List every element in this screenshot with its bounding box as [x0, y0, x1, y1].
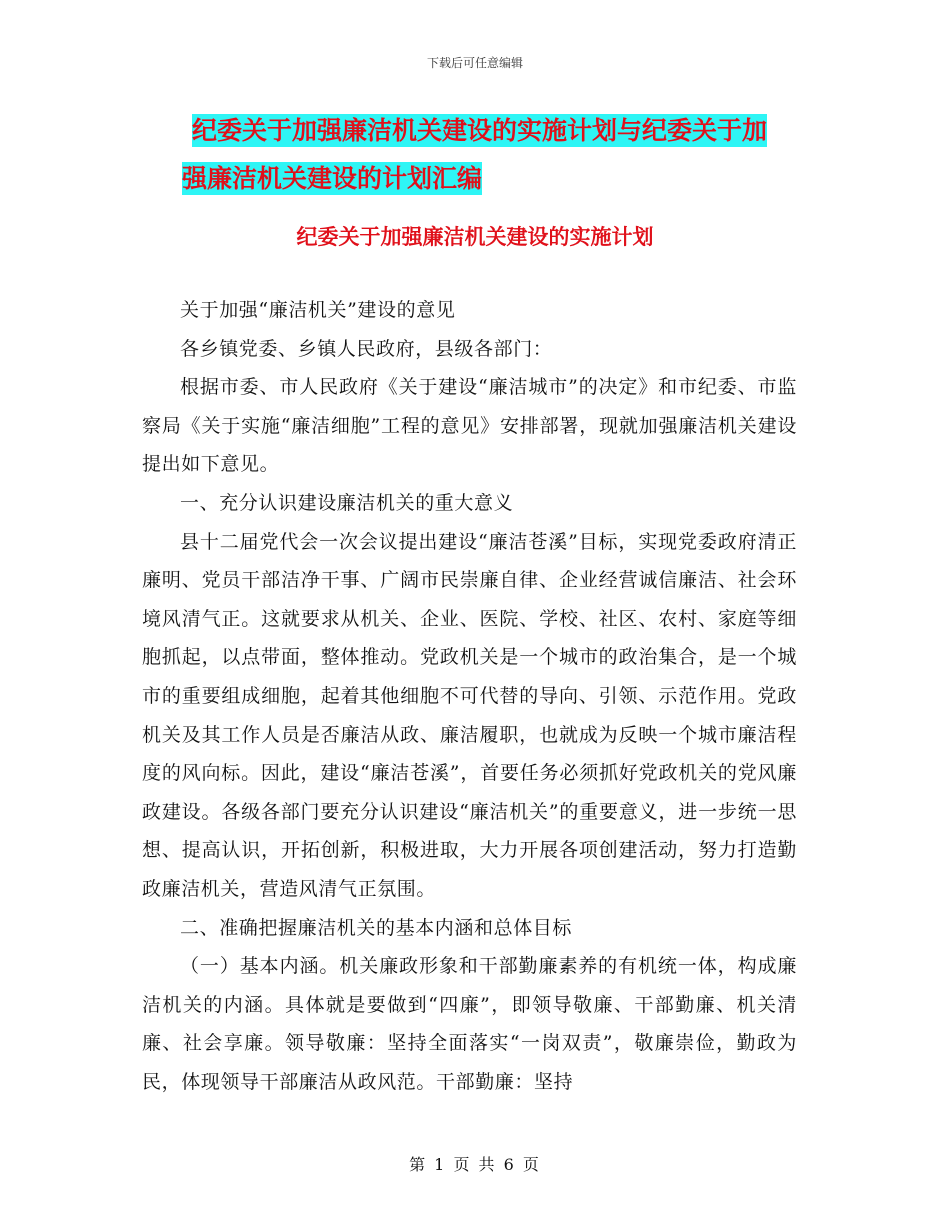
paragraph: 根据市委、市人民政府《关于建设“廉洁城市”的决定》和市纪委、市监察局《关于实施“廉洁细胞”工程的意见》安排部署，现就加强廉洁机关建设提出如下意见。 — [142, 376, 797, 476]
paragraph: （一）基本内涵。机关廉政形象和干部勤廉素养的有机统一体，构成廉洁机关的内涵。具体就是要做到“四廉”，即领导敬廉、干部勤廉、机关清廉、社会享廉。领导敬廉：坚持全面落实“一岗双责”，敬廉崇俭，勤政为民，体现领导干部廉洁从政风范。干部勤廉：坚持 — [142, 955, 797, 1093]
header-note: 下载后可任意编辑 — [426, 56, 523, 70]
document-body — [142, 291, 797, 1101]
paragraph-section-heading: 一、充分认识建设廉洁机关的重大意义 — [180, 491, 514, 514]
document-title-line-1: 纪委关于加强廉洁机关建设的实施计划与纪委关于加 — [192, 116, 768, 145]
paragraph-section-heading: 二、准确把握廉洁机关的基本内涵和总体目标 — [180, 916, 573, 939]
paragraph-salutation: 各乡镇党委、乡镇人民政府，县级各部门： — [180, 337, 553, 360]
paragraph-heading: 关于加强“廉洁机关”建设的意见 — [180, 299, 456, 321]
document-title — [140, 107, 810, 203]
paragraph: 县十二届党代会一次会议提出建设“廉洁苍溪”目标，实现党委政府清正廉明、党员干部洁净干事、广阔市民崇廉自律、企业经营诚信廉洁、社会环境风清气正。这就要求从机关、企业、医院、学校、社区、农村、家庭等细胞抓起，以点带面，整体推动。党政机关是一个城市的政治集合，是一个城市的重要组成细胞，起着其他细胞不可代替的导向、引领、示范作用。党政机关及其工作人员是否廉洁从政、廉洁履职，也就成为反映一个城市廉洁程度的风向标。因此，建设“廉洁苍溪”，首要任务必须抓好党政机关的党风廉政建设。各级各部门要充分认识建设“廉洁机关”的重要意义，进一步统一思想、提高认识，开拓创新，积极进取，大力开展各项创建活动，努力打造勤政廉洁机关，营造风清气正氛围。 — [142, 530, 797, 900]
page-footer: 第 1 页 共 6 页 — [409, 1155, 541, 1174]
section-title: 纪委关于加强廉洁机关建设的实施计划 — [296, 225, 654, 249]
document-title-line-2: 强廉洁机关建设的计划汇编 — [182, 164, 483, 193]
